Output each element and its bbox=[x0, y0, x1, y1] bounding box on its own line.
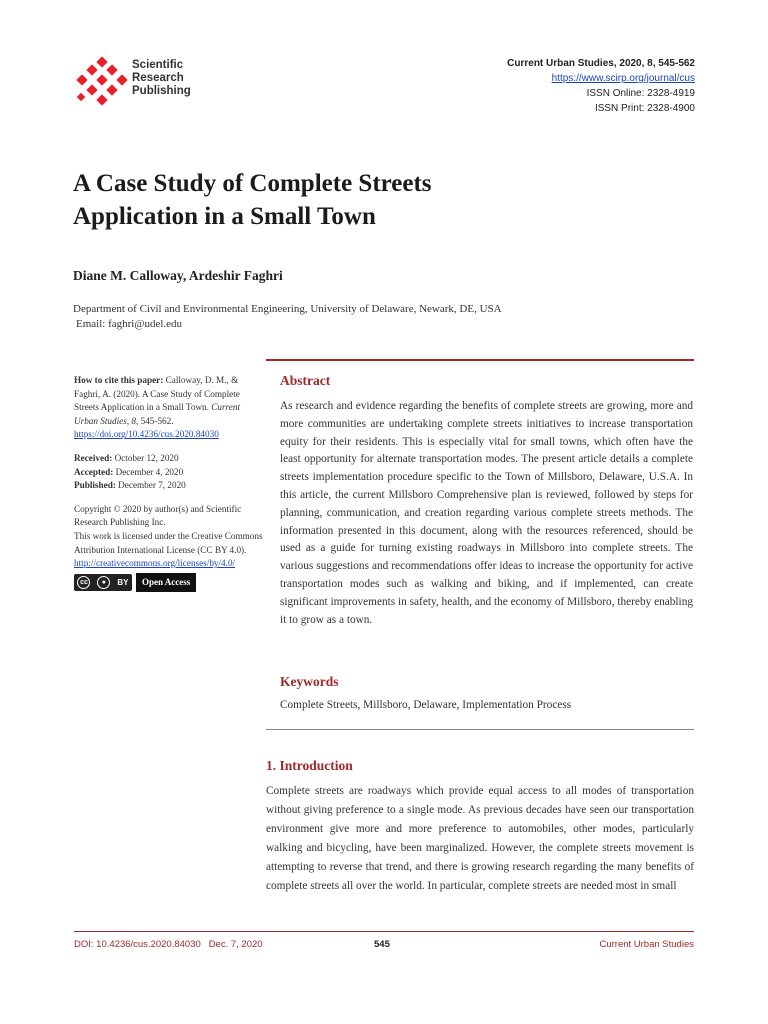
abstract-heading: Abstract bbox=[280, 373, 331, 388]
article-dates bbox=[74, 452, 264, 493]
article-sidebar bbox=[74, 374, 264, 592]
how-to-cite bbox=[74, 374, 264, 442]
paper-title-line2: Application in a Small Town bbox=[73, 203, 376, 230]
introduction-heading: 1. Introduction bbox=[266, 758, 353, 773]
page-number: 545 bbox=[374, 939, 390, 950]
journal-info bbox=[507, 56, 695, 116]
license-badges bbox=[74, 573, 264, 593]
journal-citation: Current Urban Studies, 2020, 8, 545-562 bbox=[507, 58, 695, 69]
footer-journal: Current Urban Studies bbox=[599, 939, 694, 950]
license-url-link[interactable]: http://creativecommons.org/licenses/by/4.0/ bbox=[74, 558, 236, 569]
page-footer bbox=[74, 939, 694, 953]
cite-journal: Current Urban Studies, 8, bbox=[74, 402, 241, 426]
abstract-text: As research and evidence regarding the benefits of complete streets are growing, more and more communities are undertaking complete streets initiatives to increase transportation equity for their residents. This is especially vital for small towns, which often have the least opportunity for alternate transportation modes. The present article details a complete streets implementation procedure specific to the Town of Millsboro, Delaware, U.S.A. In this article, the current Millsboro Comprehensive plan is reviewed, followed by steps for planning, communication, and creation regarding various complete streets methods. The information presented in this document, along with the resources referenced, should be used as a guide for turning existing roadways in Millsboro into complete streets. The various suggestions and recommendations offer ideas to increase the opportunity for active transportation modes such as walking and biking, and if implemented, can create significant improvements in safety, health, and the economy of Millsboro, thereby enabling it to grow as a town. bbox=[280, 400, 693, 626]
copyright-text: Copyright © 2020 by author(s) and Scientific Research Publishing Inc. bbox=[74, 503, 242, 528]
publisher-name-line3: Publishing bbox=[132, 85, 191, 97]
footer-rule bbox=[74, 931, 694, 932]
issn-online: ISSN Online: 2328-4919 bbox=[586, 88, 695, 99]
paper-title-line1: A Case Study of Complete Streets bbox=[73, 170, 432, 197]
affiliation: Department of Civil and Environmental Engineering, University of Delaware, Newark, DE, USA bbox=[73, 303, 502, 315]
accepted-date: December 4, 2020 bbox=[115, 466, 184, 477]
issn-print: ISSN Print: 2328-4900 bbox=[594, 103, 695, 114]
authors: Diane M. Calloway, Ardeshir Faghri bbox=[73, 268, 283, 283]
license-text: This work is licensed under the Creative Commons Attribution International License (CC BY 4.0). bbox=[74, 530, 263, 555]
cc-badge-label: BY bbox=[117, 577, 129, 587]
cite-doi-link[interactable]: https://doi.org/10.4236/cus.2020.84030 bbox=[74, 429, 219, 440]
cite-pages: 545-562. bbox=[140, 415, 174, 426]
received-date: October 12, 2020 bbox=[114, 452, 179, 463]
scirp-diamond-logo-icon bbox=[74, 56, 132, 108]
keywords-text: Complete Streets, Millsboro, Delaware, Implementation Process bbox=[280, 699, 572, 711]
cc-by-badge-icon[interactable] bbox=[74, 574, 132, 591]
journal-url-link[interactable]: https://www.scirp.org/journal/cus bbox=[551, 73, 695, 84]
footer-date: Dec. 7, 2020 bbox=[208, 939, 263, 950]
publisher-name bbox=[132, 59, 191, 98]
by-person-icon: ● bbox=[97, 576, 110, 589]
keywords-heading: Keywords bbox=[280, 674, 339, 689]
paper-title bbox=[73, 167, 633, 233]
abstract-top-rule bbox=[266, 359, 694, 361]
footer-doi: DOI: 10.4236/cus.2020.84030 bbox=[74, 939, 201, 950]
copyright-block bbox=[74, 503, 264, 593]
published-date: December 7, 2020 bbox=[118, 480, 186, 491]
received-label: Received: bbox=[74, 452, 113, 463]
open-access-badge[interactable]: Open Access bbox=[136, 573, 196, 593]
author-email: Email: faghri@udel.edu bbox=[76, 318, 183, 330]
cc-icon: cc bbox=[77, 576, 90, 589]
cite-label: How to cite this paper: bbox=[74, 375, 164, 385]
publisher-logo bbox=[74, 56, 214, 112]
introduction-text: Complete streets are roadways which provide equal access to all modes of transportation without giving preference to a single mode. As previous decades have seen our transportation environment give more and more preference to automobiles, other modes, particularly walking and bicycling, have been marginalized. However, the complete streets movement is attempting to reverse that trend, and there is growing research regarding the many benefits of complete streets all over the world. In particular, complete streets are needed most in small bbox=[266, 785, 694, 892]
footer-doi-date bbox=[74, 939, 263, 950]
publisher-name-line2: Research bbox=[132, 72, 184, 84]
published-label: Published: bbox=[74, 480, 116, 491]
cite-text: Calloway, D. M., & Faghri, A. (2020). A Case Study of Complete Streets Application in a Small Town. bbox=[74, 375, 240, 413]
publisher-name-line1: Scientific bbox=[132, 59, 184, 71]
accepted-label: Accepted: bbox=[74, 466, 114, 477]
keywords-bottom-rule bbox=[266, 729, 694, 730]
